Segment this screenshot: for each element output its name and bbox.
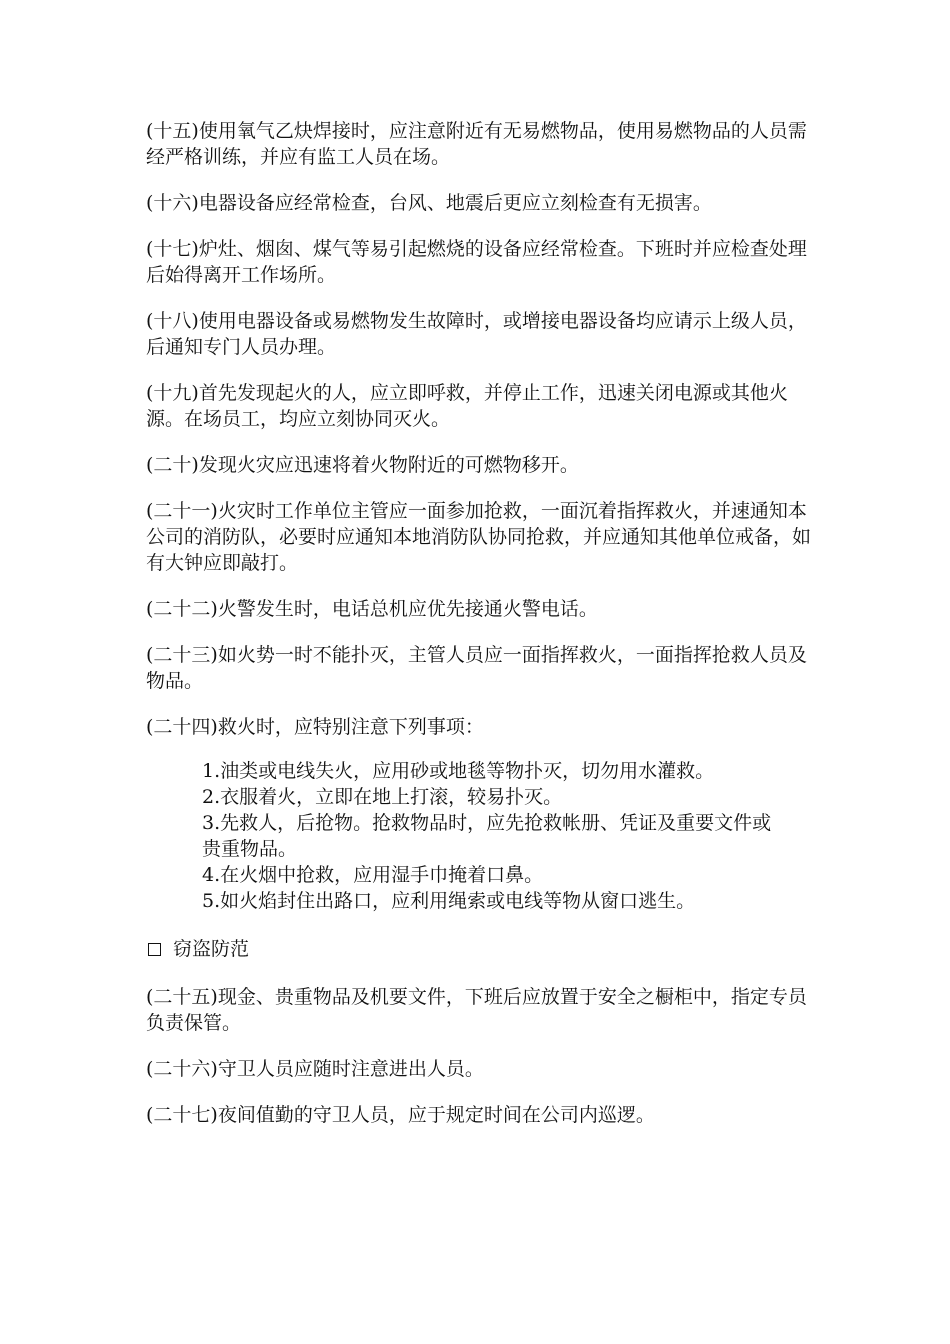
paragraph-24: (二十四)救火时，应特别注意下列事项： (146, 716, 484, 738)
list-item: 4.在火烟中抢救，应用湿手巾掩着口鼻。 (202, 864, 544, 886)
checkbox-icon (148, 943, 161, 956)
paragraph-16: (十六)电器设备应经常检查，台风、地震后更应立刻检查有无损害。 (146, 192, 712, 214)
list-item: 1.油类或电线失火，应用砂或地毯等物扑灭，切勿用水灌救。 (202, 760, 715, 782)
document-body (146, 118, 816, 1148)
paragraph-21: (二十一)火灾时工作单位主管应一面参加抢救，一面沉着指挥救火，并速通知本公司的消防队，必要时应通知本地消防队协同抢救，并应通知其他单位戒备，如有大钟应即敲打。 (146, 500, 812, 574)
list-item: 5.如火焰封住出路口，应利用绳索或电线等物从窗口逃生。 (202, 890, 696, 912)
paragraph-17: (十七)炉灶、烟囱、煤气等易引起燃烧的设备应经常检查。下班时并应检查处理后始得离开工作场所。 (146, 238, 807, 286)
section-heading-label: 窃盗防范 (173, 938, 250, 960)
paragraph-27: (二十七)夜间值勤的守卫人员，应于规定时间在公司内巡逻。 (146, 1104, 655, 1126)
paragraph-22: (二十二)火警发生时，电话总机应优先接通火警电话。 (146, 598, 598, 620)
paragraph-25: (二十五)现金、贵重物品及机要文件，下班后应放置于安全之橱柜中，指定专员负责保管。 (146, 986, 807, 1034)
list-item: 2.衣服着火，立即在地上打滚，较易扑灭。 (202, 786, 563, 808)
paragraph-26: (二十六)守卫人员应随时注意进出人员。 (146, 1058, 484, 1080)
list-item: 3.先救人，后抢物。抢救物品时，应先抢救帐册、凭证及重要文件或贵重物品。 (202, 812, 772, 860)
paragraph-15: (十五)使用氧气乙炔焊接时，应注意附近有无易燃物品，使用易燃物品的人员需经严格训练，并应有监工人员在场。 (146, 120, 807, 168)
paragraph-23: (二十三)如火势一时不能扑灭，主管人员应一面指挥救火，一面指挥抢救人员及物品。 (146, 644, 807, 692)
paragraph-19: (十九)首先发现起火的人，应立即呼救，并停止工作，迅速关闭电源或其他火源。在场员工，均应立刻协同灭火。 (146, 382, 788, 430)
fire-rescue-list (202, 758, 772, 914)
section-heading (146, 936, 816, 962)
paragraph-20: (二十)发现火灾应迅速将着火物附近的可燃物移开。 (146, 454, 579, 476)
paragraph-18: (十八)使用电器设备或易燃物发生故障时，或增接电器设备均应请示上级人员，后通知专门人员办理。 (146, 310, 807, 358)
